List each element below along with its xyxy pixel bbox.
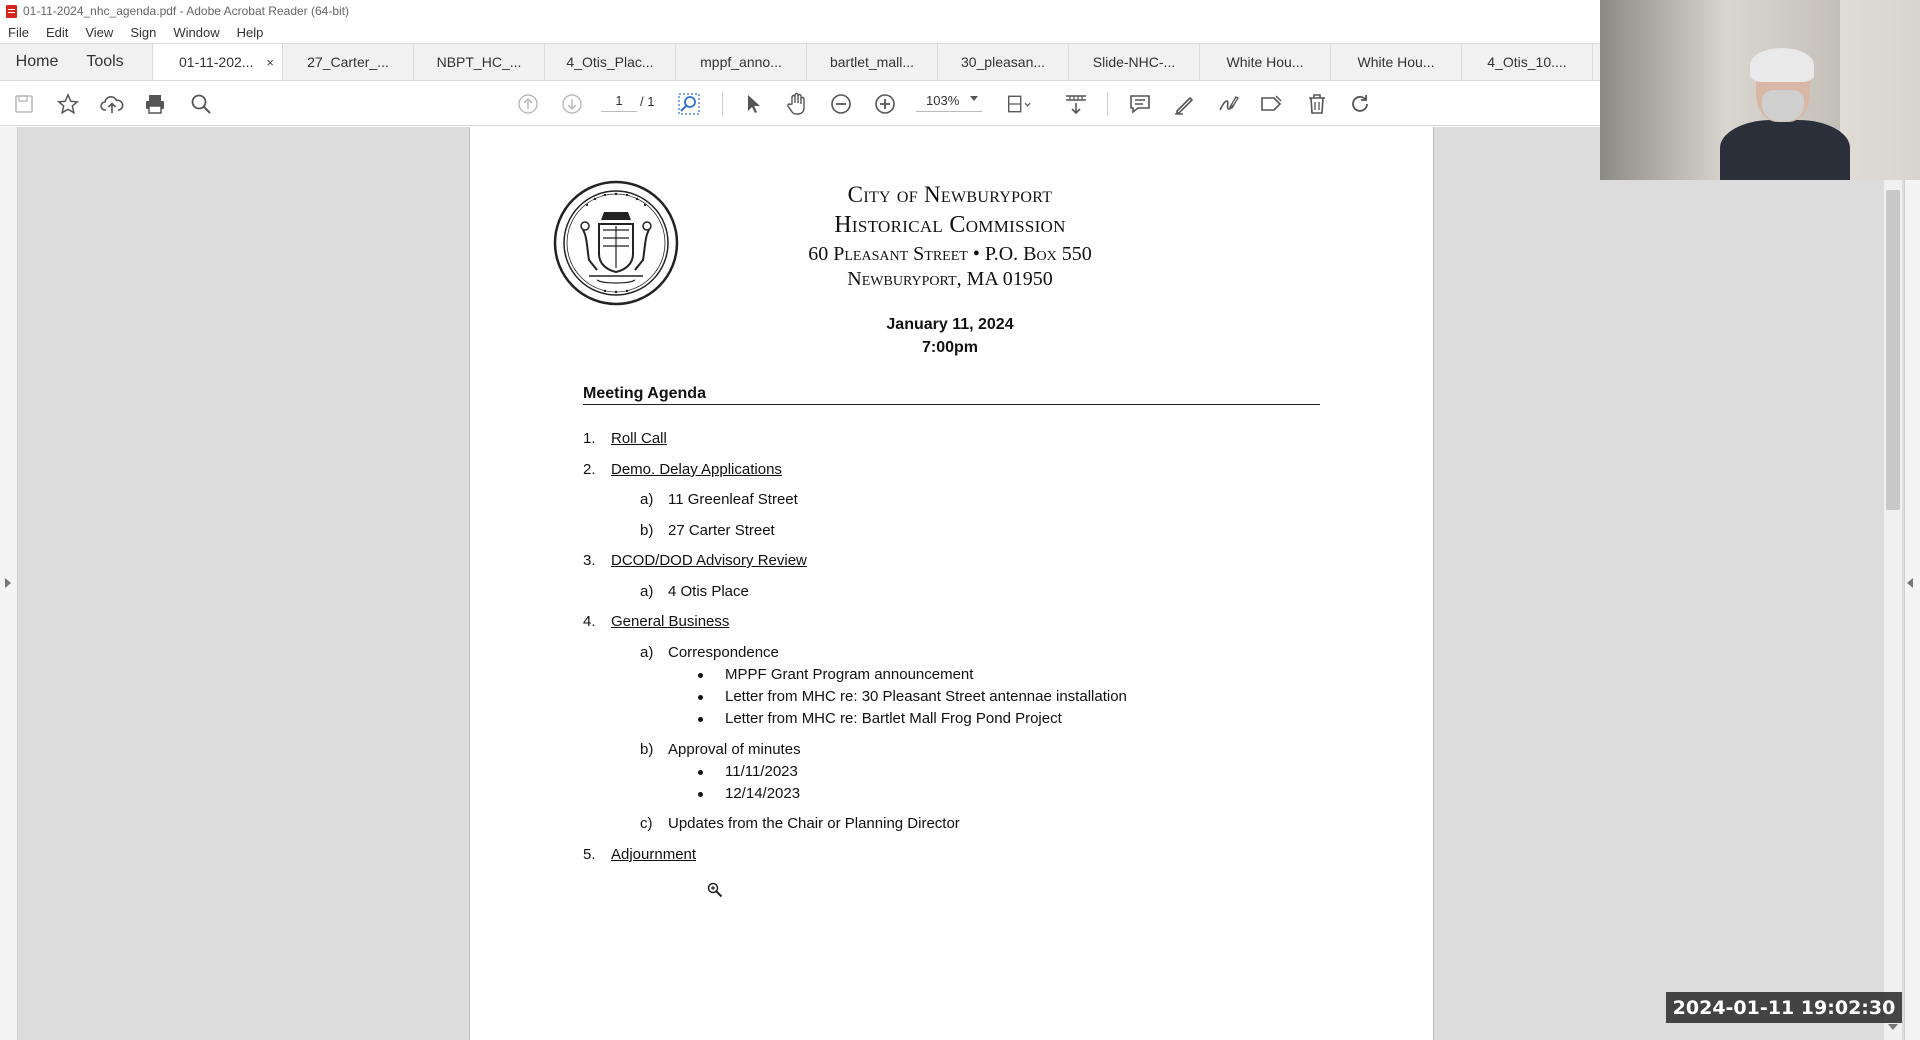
fit-page-icon[interactable] [1007, 92, 1031, 116]
sub-item-letter: b) [640, 522, 654, 539]
sub-item: Updates from the Chair or Planning Director [668, 815, 960, 832]
expand-right-panel-icon[interactable] [1907, 578, 1913, 588]
bullet-item: 11/11/2023 [725, 763, 798, 780]
tag-icon[interactable] [1260, 92, 1284, 116]
save-icon[interactable] [12, 92, 36, 116]
tab-tools[interactable]: Tools [86, 53, 124, 70]
webcam-video [1600, 0, 1920, 180]
zoom-level-select[interactable]: 103% [916, 90, 982, 112]
menu-view[interactable]: View [85, 25, 114, 40]
doc-tab[interactable]: mppf_anno... [676, 44, 807, 80]
search-icon[interactable] [189, 92, 213, 116]
comment-icon[interactable] [1128, 92, 1152, 116]
sub-item-letter: a) [640, 583, 654, 600]
agenda-item-dcod-review: DCOD/DOD Advisory Review [611, 552, 807, 569]
sub-item-letter: a) [640, 491, 654, 508]
sign-icon[interactable] [1216, 92, 1240, 116]
zoom-out-icon[interactable] [829, 92, 853, 116]
tab-home[interactable]: Home [15, 53, 59, 70]
pdf-file-icon [6, 5, 17, 18]
page-total: / 1 [640, 94, 655, 109]
page-up-icon[interactable] [516, 92, 540, 116]
rotate-icon[interactable] [1348, 92, 1372, 116]
menu-edit[interactable]: Edit [45, 25, 69, 40]
zoom-cursor-icon [707, 882, 723, 901]
bullet-item: Letter from MHC re: 30 Pleasant Street antennae installation [725, 688, 1127, 705]
agenda-divider [583, 404, 1320, 405]
chevron-down-icon[interactable] [970, 96, 978, 101]
doc-tab[interactable]: Slide-NHC-... [1069, 44, 1200, 80]
trash-icon[interactable] [1305, 92, 1329, 116]
zoom-in-icon[interactable] [873, 92, 897, 116]
right-panel-toggle[interactable] [1904, 180, 1920, 1040]
doc-tab[interactable]: 4_Otis_10.... [1462, 44, 1593, 80]
cam-person-beard [1762, 90, 1804, 122]
sub-item-letter: a) [640, 644, 654, 661]
meeting-date: January 11, 2024 [886, 316, 1014, 333]
letterhead-address: 60 Pleasant Street • P.O. Box 550 [808, 243, 1092, 265]
menu-sign[interactable]: Sign [130, 25, 157, 40]
bullet [698, 673, 703, 678]
doc-tab[interactable]: 27_Carter_... [283, 44, 414, 80]
menu-help[interactable]: Help [236, 25, 264, 40]
window-title: 01-11-2024_nhc_agenda.pdf - Adobe Acrobat Reader (64-bit) [23, 4, 350, 18]
doc-tab-label: 01-11-202... [179, 54, 254, 70]
sub-item: Approval of minutes [668, 741, 801, 758]
scrollbar-thumb[interactable] [1886, 190, 1900, 510]
doc-tab[interactable]: 30_pleasan... [938, 44, 1069, 80]
doc-tab[interactable]: White Hou... [1331, 44, 1462, 80]
bullet-item: MPPF Grant Program announcement [725, 666, 974, 683]
bullet-item: 12/14/2023 [725, 785, 801, 802]
cloud-upload-icon[interactable] [100, 92, 124, 116]
agenda-item-number: 4. [583, 613, 596, 630]
agenda-item-adjournment: Adjournment [611, 846, 697, 863]
doc-tab[interactable]: NBPT_HC_... [414, 44, 545, 80]
sub-item-letter: b) [640, 741, 654, 758]
agenda-item-number: 2. [583, 461, 596, 478]
star-icon[interactable] [56, 92, 80, 116]
title-bar [0, 0, 1600, 22]
cam-person-body [1720, 120, 1850, 180]
sub-item: 11 Greenleaf Street [668, 491, 798, 508]
cam-background [1840, 0, 1920, 180]
bullet [698, 770, 703, 775]
expand-left-panel-icon[interactable] [5, 578, 11, 588]
doc-tab[interactable]: 4_Otis_Plac... [545, 44, 676, 80]
sub-item-letter: c) [640, 815, 653, 832]
tab-bar [0, 43, 1600, 81]
letterhead-city-state: Newburyport, MA 01950 [847, 268, 1053, 290]
scroll-down-icon[interactable] [1888, 1024, 1898, 1030]
agenda-title: Meeting Agenda [583, 385, 706, 402]
menu-window[interactable]: Window [173, 25, 220, 40]
agenda-item-roll-call: Roll Call [611, 430, 667, 447]
agenda-item-demo-delay: Demo. Delay Applications [611, 461, 782, 478]
letterhead-city: City of Newburyport [847, 182, 1053, 207]
doc-tab[interactable]: bartlet_mall... [807, 44, 938, 80]
meeting-time: 7:00pm [921, 339, 979, 356]
sub-item: 4 Otis Place [668, 583, 749, 600]
close-icon[interactable]: × [266, 54, 274, 70]
menu-bar [0, 22, 1600, 43]
page-down-icon[interactable] [560, 92, 584, 116]
doc-tab-active[interactable] [152, 44, 283, 80]
doc-tab[interactable]: White Hou... [1200, 44, 1331, 80]
bullet [698, 792, 703, 797]
cam-person-hair [1750, 48, 1814, 82]
video-timestamp: 2024-01-11 19:02:30 [1666, 992, 1902, 1023]
bullet [698, 695, 703, 700]
agenda-item-number: 5. [583, 846, 596, 863]
sub-item: 27 Carter Street [668, 522, 775, 539]
city-seal-logo [553, 180, 679, 306]
menu-file[interactable]: File [8, 25, 29, 40]
cursor-icon[interactable] [741, 92, 765, 116]
agenda-item-general-business: General Business [611, 613, 730, 630]
agenda-item-number: 1. [583, 430, 596, 447]
find-icon[interactable] [677, 92, 701, 116]
print-icon[interactable] [143, 92, 167, 116]
scroll-mode-icon[interactable] [1064, 92, 1088, 116]
sub-item: Correspondence [668, 644, 779, 661]
bullet [698, 717, 703, 722]
highlight-icon[interactable] [1172, 92, 1196, 116]
agenda-item-number: 3. [583, 552, 596, 569]
letterhead-commission: Historical Commission [834, 212, 1066, 238]
page-number-input[interactable]: 1 [601, 90, 637, 112]
hand-icon[interactable] [785, 92, 809, 116]
bullet-item: Letter from MHC re: Bartlet Mall Frog Pond Project [725, 710, 1062, 727]
